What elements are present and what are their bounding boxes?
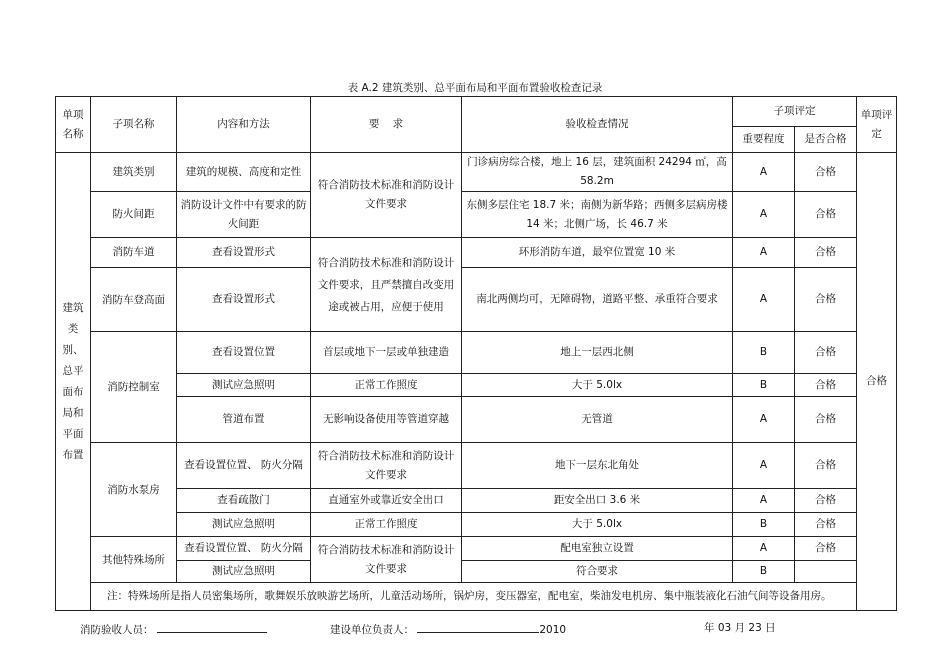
importance-cell: A <box>733 238 795 268</box>
importance-cell: A <box>733 397 795 443</box>
requirement-cell: 符合消防技术标准和消防设计文件要求 <box>311 153 462 238</box>
method-cell: 管道布置 <box>177 397 311 443</box>
sub-name-cell: 消防控制室 <box>91 332 177 443</box>
day-label: 日 <box>765 622 776 634</box>
page-title: 表 A.2 建筑类别、总平面布局和平面布置验收检查记录 <box>347 82 603 94</box>
check-cell: 环形消防车道，最窄位置宽 10 米 <box>462 238 733 268</box>
pass-cell: 合格 <box>795 192 857 238</box>
requirement-cell: 正常工作照度 <box>311 374 462 397</box>
sub-name-cell: 建筑类别 <box>91 153 177 192</box>
method-cell: 测试应急照明 <box>177 561 311 583</box>
requirement-cell: 首层或地下一层或单独建造 <box>311 332 462 374</box>
table-row <box>56 513 897 537</box>
date-block <box>704 620 776 635</box>
inspector-line[interactable] <box>157 620 267 633</box>
pass-cell: 合格 <box>795 332 857 374</box>
importance-cell: A <box>733 489 795 513</box>
header-check: 验收检查情况 <box>462 97 733 153</box>
table-row <box>56 443 897 489</box>
header-item-name: 单项名称 <box>56 97 91 153</box>
method-cell: 测试应急照明 <box>177 374 311 397</box>
note-row <box>56 583 897 611</box>
header-row <box>56 97 897 127</box>
check-cell: 地下一层东北角处 <box>462 443 733 489</box>
method-cell: 消防设计文件中有要求的防火间距 <box>177 192 311 238</box>
check-cell: 无管道 <box>462 397 733 443</box>
importance-cell: B <box>733 513 795 537</box>
pass-cell: 合格 <box>795 153 857 192</box>
importance-cell: B <box>733 561 795 583</box>
importance-cell: B <box>733 374 795 397</box>
check-cell: 东侧多层住宅 18.7 米；南侧为新华路；西侧多层病房楼 14 米；北侧广场，长 46.7 米 <box>462 192 733 238</box>
header-sub-eval: 子项评定 <box>733 97 857 127</box>
check-cell: 大于 5.0lx <box>462 513 733 537</box>
check-cell: 符合要求 <box>462 561 733 583</box>
pass-cell: 合格 <box>795 443 857 489</box>
date-year: 2010 <box>539 624 567 636</box>
inspector-label: 消防验收人员： <box>80 624 154 636</box>
owner-line[interactable] <box>417 620 539 633</box>
table-row <box>56 489 897 513</box>
table-row <box>56 153 897 192</box>
importance-cell: A <box>733 153 795 192</box>
owner-label: 建设单位负责人： <box>330 624 414 636</box>
pass-cell: 合格 <box>795 513 857 537</box>
header-requirement: 要 求 <box>311 97 462 153</box>
importance-cell: A <box>733 443 795 489</box>
pass-cell: 合格 <box>795 238 857 268</box>
header-pass: 是否合格 <box>795 127 857 153</box>
table-row <box>56 537 897 561</box>
requirement-cell: 符合消防技术标准和消防设计文件要求 <box>311 537 462 583</box>
sub-name-cell: 其他特殊场所 <box>91 537 177 583</box>
check-cell: 门诊病房综合楼，地上 16 层，建筑面积 24294 ㎡，高 58.2m <box>462 153 733 192</box>
pass-cell: 合格 <box>795 489 857 513</box>
item-result-cell: 合格 <box>857 153 897 611</box>
check-cell: 南北两侧均可，无障碍物，道路平整、承重符合要求 <box>462 268 733 332</box>
header-sub-name: 子项名称 <box>91 97 177 153</box>
importance-cell: A <box>733 268 795 332</box>
table-row <box>56 374 897 397</box>
pass-cell: 合格 <box>795 374 857 397</box>
method-cell: 查看设置形式 <box>177 238 311 268</box>
year-label: 年 <box>704 622 715 634</box>
sub-name-cell: 消防车道 <box>91 238 177 268</box>
sub-name-cell: 消防车登高面 <box>91 268 177 332</box>
header-item-result: 单项评定 <box>857 97 897 153</box>
check-cell: 大于 5.0lx <box>462 374 733 397</box>
pass-cell: 合格 <box>795 537 857 561</box>
inspector-signature <box>80 620 267 637</box>
inspection-table <box>55 96 897 611</box>
requirement-cell: 直通室外或靠近安全出口 <box>311 489 462 513</box>
check-cell: 距安全出口 3.6 米 <box>462 489 733 513</box>
date-day: 23 <box>748 622 762 634</box>
requirement-cell: 正常工作照度 <box>311 513 462 537</box>
check-cell: 地上一层西北侧 <box>462 332 733 374</box>
importance-cell: A <box>733 537 795 561</box>
table-row <box>56 332 897 374</box>
requirement-cell: 无影响设备使用等管道穿越 <box>311 397 462 443</box>
method-cell: 建筑的规模、高度和定性 <box>177 153 311 192</box>
item-name-cell: 建筑类别、总平面布局和平面布置 <box>56 153 91 611</box>
table-row <box>56 268 897 332</box>
requirement-cell: 符合消防技术标准和消防设计文件要求 <box>311 443 462 489</box>
pass-cell: 合格 <box>795 268 857 332</box>
method-cell: 查看设置位置、 防火分隔 <box>177 443 311 489</box>
table-row <box>56 561 897 583</box>
method-cell: 查看疏散门 <box>177 489 311 513</box>
method-cell: 查看设置形式 <box>177 268 311 332</box>
importance-cell: B <box>733 332 795 374</box>
date-month: 03 <box>717 622 732 634</box>
sub-name-cell: 防火间距 <box>91 192 177 238</box>
pass-cell: 合格 <box>795 397 857 443</box>
method-cell: 查看设置位置、 防火分隔 <box>177 537 311 561</box>
header-method: 内容和方法 <box>177 97 311 153</box>
table-row <box>56 238 897 268</box>
requirement-cell: 符合消防技术标准和消防设计文件要求，且严禁擅自改变用途或被占用，应便于使用 <box>311 238 462 332</box>
sub-name-cell: 消防水泵房 <box>91 443 177 537</box>
table-row <box>56 397 897 443</box>
header-importance: 重要程度 <box>733 127 795 153</box>
method-cell: 测试应急照明 <box>177 513 311 537</box>
method-cell: 查看设置位置 <box>177 332 311 374</box>
table-row <box>56 192 897 238</box>
owner-signature <box>330 620 566 637</box>
pass-cell <box>795 561 857 583</box>
check-cell: 配电室独立设置 <box>462 537 733 561</box>
importance-cell: A <box>733 192 795 238</box>
month-label: 月 <box>734 622 746 634</box>
note-text: 注：特殊场所是指人员密集场所，歌舞娱乐放映游艺场所，儿童活动场所，锅炉房，变压器室，配电室，柴油发电机房、集中瓶装液化石油气间等设备用房。 <box>91 583 897 611</box>
